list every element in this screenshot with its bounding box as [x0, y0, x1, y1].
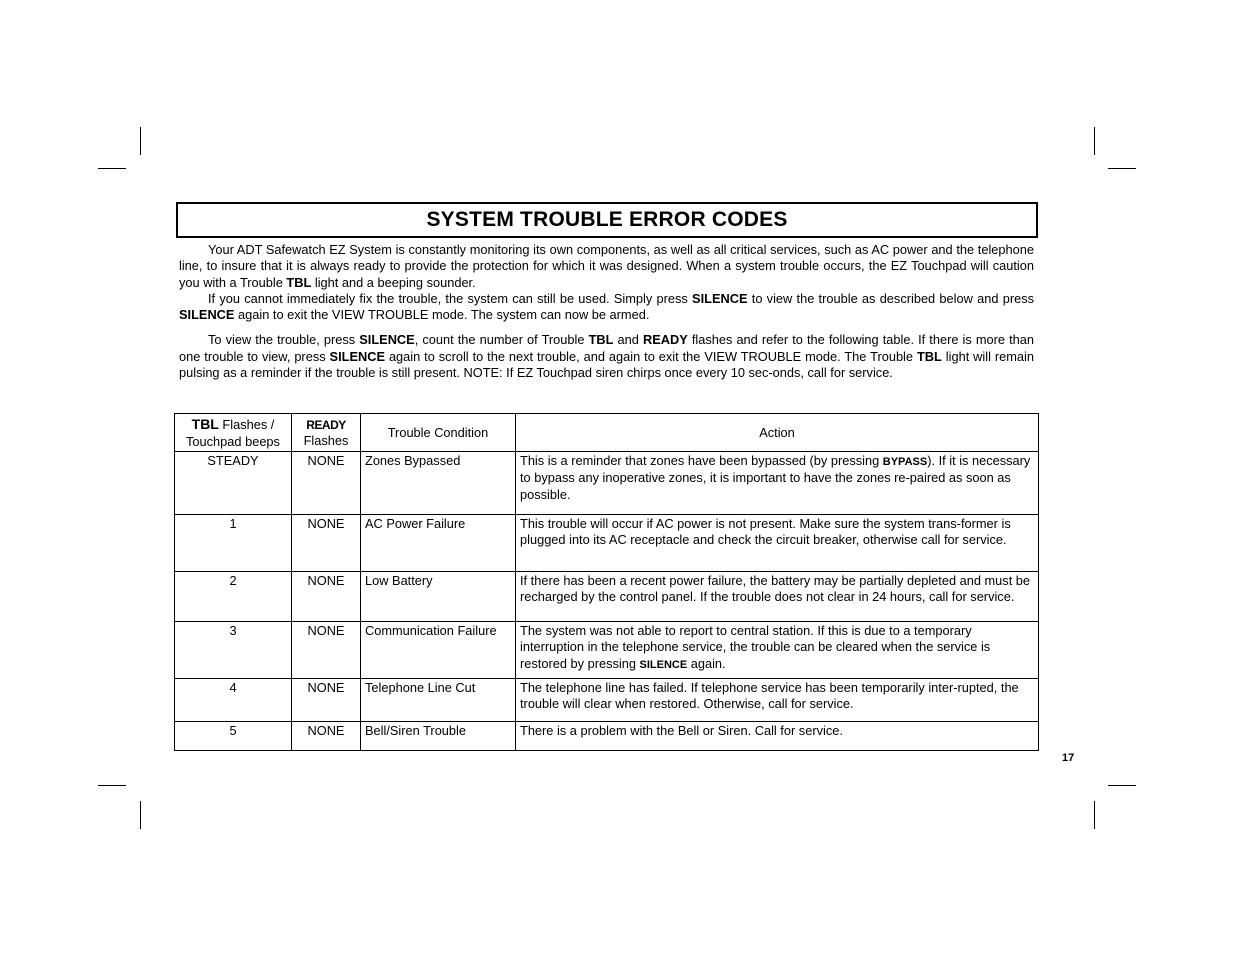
table-row: [175, 452, 1039, 515]
table-row: [175, 679, 1039, 722]
tbl-flashes-cell: 1: [175, 515, 292, 572]
intro-paragraph-2: If you cannot immediately fix the trouble, the system can still be used. Simply press SILENCE to view the trouble as described below and press SILENCE again to exit the VIEW TROUBLE mode. The system can now be armed.: [179, 290, 1034, 323]
condition-cell: Bell/Siren Trouble: [361, 722, 516, 751]
tbl-flashes-cell: 5: [175, 722, 292, 751]
header-ready-flashes: READY Flashes: [292, 414, 361, 452]
crop-mark-bottom-left-horizontal: [98, 785, 126, 786]
action-cell: This is a reminder that zones have been bypassed (by pressing BYPASS). If it is necessary to bypass any inoperative zones, it is important to have the zones re-paired as soon as possible.: [516, 452, 1039, 515]
action-cell: If there has been a recent power failure, the battery may be partially depleted and must be recharged by the control panel. If the trouble does not clear in 24 hours, call for service.: [516, 572, 1039, 622]
crop-mark-top-right-vertical: [1094, 127, 1095, 155]
condition-cell: Communication Failure: [361, 622, 516, 679]
action-cell: There is a problem with the Bell or Siren. Call for service.: [516, 722, 1039, 751]
header-action: Action: [516, 414, 1039, 452]
ready-flashes-cell: NONE: [292, 515, 361, 572]
header-trouble-condition: Trouble Condition: [361, 414, 516, 452]
action-cell: The telephone line has failed. If telephone service has been temporarily inter-rupted, the trouble will clear when restored. Otherwise, call for service.: [516, 679, 1039, 722]
tbl-flashes-cell: STEADY: [175, 452, 292, 515]
intro-paragraph-3: To view the trouble, press SILENCE, count the number of Trouble TBL and READY flashes and refer to the following table. If there is more than one trouble to view, press SILENCE again to scroll to the next trouble, and again to exit the VIEW TROUBLE mode. The Trouble TBL light will remain pulsing as a reminder if the trouble is still present. NOTE: If EZ Touchpad siren chirps once every 10 sec-onds, call for service.: [179, 332, 1034, 381]
page-number: 17: [1062, 752, 1075, 764]
crop-mark-bottom-right-horizontal: [1108, 785, 1136, 786]
condition-cell: AC Power Failure: [361, 515, 516, 572]
action-cell: The system was not able to report to central station. If this is due to a temporary interruption in the telephone service, the trouble can be cleared when the service is restored by pressing SILENCE again.: [516, 622, 1039, 679]
trouble-codes-table: [174, 413, 1039, 751]
ready-flashes-cell: NONE: [292, 452, 361, 515]
table-row: [175, 515, 1039, 572]
table-row: [175, 622, 1039, 679]
ready-flashes-cell: NONE: [292, 572, 361, 622]
condition-cell: Telephone Line Cut: [361, 679, 516, 722]
crop-mark-top-right-horizontal: [1108, 168, 1136, 169]
ready-flashes-cell: NONE: [292, 679, 361, 722]
crop-mark-bottom-right-vertical: [1094, 801, 1095, 829]
crop-mark-top-left-horizontal: [98, 168, 126, 169]
intro-text: [179, 242, 1034, 381]
tbl-flashes-cell: 3: [175, 622, 292, 679]
ready-flashes-cell: NONE: [292, 622, 361, 679]
ready-flashes-cell: NONE: [292, 722, 361, 751]
intro-paragraph-1: Your ADT Safewatch EZ System is constantly monitoring its own components, as well as all critical services, such as AC power and the telephone line, to insure that it is always ready to provide the protection for which it was designed. When a system trouble occurs, the EZ Touchpad will caution you with a Trouble TBL light and a beeping sounder.: [179, 242, 1034, 290]
table-row: [175, 572, 1039, 622]
crop-mark-bottom-left-vertical: [140, 801, 141, 829]
page-title: SYSTEM TROUBLE ERROR CODES: [176, 202, 1038, 238]
action-cell: This trouble will occur if AC power is not present. Make sure the system trans-former is plugged into its AC receptacle and check the circuit breaker, otherwise call for service.: [516, 515, 1039, 572]
tbl-flashes-cell: 4: [175, 679, 292, 722]
table-row: [175, 722, 1039, 751]
header-tbl-flashes: TBL Flashes / Touchpad beeps: [175, 414, 292, 452]
condition-cell: Zones Bypassed: [361, 452, 516, 515]
crop-mark-top-left-vertical: [140, 127, 141, 155]
table-header-row: [175, 414, 1039, 452]
tbl-flashes-cell: 2: [175, 572, 292, 622]
condition-cell: Low Battery: [361, 572, 516, 622]
